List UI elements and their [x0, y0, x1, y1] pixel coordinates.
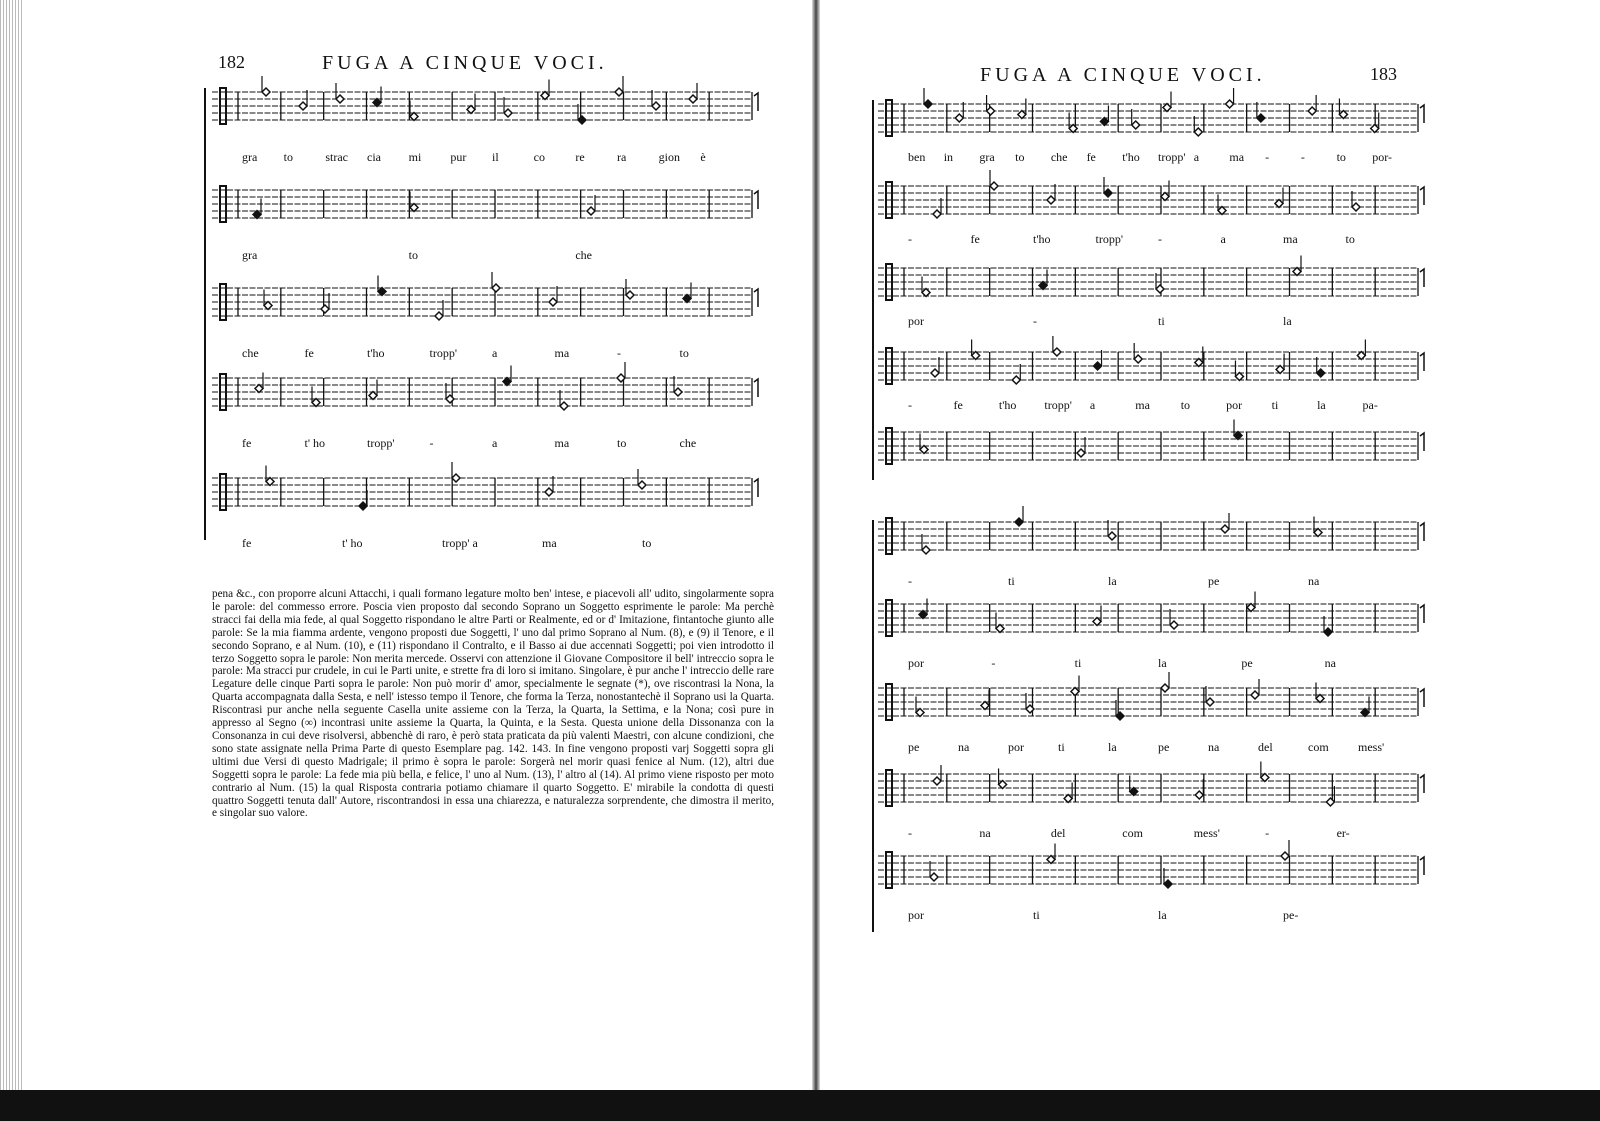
note-head [1116, 712, 1124, 720]
note-head [1156, 285, 1164, 293]
lyric-syllable: t' ho [304, 436, 325, 450]
note-head [1163, 104, 1171, 112]
lyric-syllable: - [991, 656, 996, 670]
note-head [683, 295, 691, 303]
lyric-syllable: fe [242, 436, 252, 450]
lyric-syllable: ti [1271, 398, 1279, 412]
right-page [820, 0, 1600, 1090]
note-head [930, 873, 938, 881]
note-head [1261, 774, 1269, 782]
book-binding-edge [0, 0, 22, 1090]
lyric-syllable: la [1158, 656, 1167, 670]
lyric-syllable: che [679, 436, 697, 450]
system-brace [872, 520, 874, 932]
lyric-syllable: fe [970, 232, 980, 246]
staff [212, 180, 762, 240]
note-head [578, 116, 586, 124]
note-head [492, 284, 500, 292]
note-head [924, 100, 932, 108]
lyric-syllable: pe [1158, 740, 1170, 754]
lyric-syllable: t'ho [367, 346, 385, 360]
note-head [467, 106, 475, 114]
note-head [972, 352, 980, 360]
note-head [1308, 107, 1316, 115]
lyric-syllable: to [1336, 150, 1346, 164]
note-head [652, 102, 660, 110]
staff [212, 468, 762, 528]
note-head [1221, 525, 1229, 533]
custos-icon [754, 93, 758, 111]
note-head [1170, 621, 1178, 629]
note-head [1324, 628, 1332, 636]
lyric-syllable: - [1265, 826, 1270, 840]
lyric-syllable: ti [1074, 656, 1082, 670]
lyric-syllable: ma [1229, 150, 1245, 164]
note-head [638, 481, 646, 489]
note-head [1361, 709, 1369, 717]
staff [878, 764, 1428, 824]
lyric-syllable: ma [554, 346, 570, 360]
page-number: 183 [1370, 64, 1397, 84]
note-head [1352, 203, 1360, 211]
note-head [1371, 125, 1379, 133]
lyric-syllable: fe [1086, 150, 1096, 164]
lyric-syllable: na [1308, 574, 1320, 588]
note-head [1047, 856, 1055, 864]
lyric-syllable: er- [1336, 826, 1350, 840]
lyric-syllable: cia [367, 150, 381, 164]
lyric-syllable: to [283, 150, 293, 164]
note-head [922, 289, 930, 297]
lyric-syllable: la [1108, 740, 1117, 754]
note-head [922, 546, 930, 554]
lyric-syllable: por [908, 656, 924, 670]
note-head [1195, 359, 1203, 367]
lyric-syllable: ben [908, 150, 926, 164]
lyric-syllable: tropp' [429, 346, 457, 360]
note-head [1104, 189, 1112, 197]
note-head [1039, 282, 1047, 290]
lyric-syllable: fe [242, 536, 252, 550]
note-head [1314, 529, 1322, 537]
note-head [1234, 432, 1242, 440]
lyric-syllable: to [1015, 150, 1025, 164]
lyric-syllable: gion [658, 150, 680, 164]
lyric-syllable: a [492, 436, 498, 450]
note-head [1276, 366, 1284, 374]
lyric-syllable: ma [554, 436, 570, 450]
note-head [987, 107, 995, 115]
lyric-syllable: tropp' a [442, 536, 478, 550]
note-head [931, 369, 939, 377]
lyric-syllable: la [1108, 574, 1117, 588]
custos-icon [1420, 857, 1424, 875]
lyric-syllable: - [908, 574, 912, 588]
page-number: 182 [218, 52, 245, 72]
note-head [541, 92, 549, 100]
staff [878, 512, 1428, 572]
lyric-syllable: por- [1372, 150, 1393, 164]
note-head [1161, 193, 1169, 201]
lyric-syllable: a [1089, 398, 1096, 412]
custos-icon [1420, 689, 1424, 707]
note-head [689, 95, 697, 103]
note-head [1194, 128, 1202, 136]
staff [212, 368, 762, 428]
note-head [369, 392, 377, 400]
note-head [955, 114, 963, 122]
note-head [410, 113, 418, 121]
lyric-syllable: por [1226, 398, 1243, 412]
note-head [1226, 100, 1234, 108]
scan-border [0, 1090, 1600, 1121]
note-head [1134, 355, 1142, 363]
lyric-syllable: a [1220, 232, 1226, 246]
note-head [1012, 376, 1020, 384]
note-head [1100, 118, 1108, 126]
note-head [373, 99, 381, 107]
note-head [1130, 788, 1138, 796]
note-head [549, 298, 557, 306]
lyric-syllable: por [908, 314, 924, 328]
lyric-syllable: in [943, 150, 954, 164]
note-head [999, 781, 1007, 789]
note-head [336, 95, 344, 103]
note-head [1293, 268, 1301, 276]
lyric-syllable: pur [450, 150, 467, 164]
lyric-syllable: la [1158, 908, 1167, 922]
lyric-syllable: fe [953, 398, 963, 412]
lyric-syllable: - [1158, 232, 1162, 246]
note-head [996, 625, 1004, 633]
lyric-syllable: la [1317, 398, 1326, 412]
note-head [1247, 604, 1255, 612]
system-brace [204, 88, 206, 540]
note-head [587, 207, 595, 215]
note-head [674, 388, 682, 396]
lyric-syllable: del [1258, 740, 1273, 754]
lyric-syllable: na [958, 740, 970, 754]
custos-icon [1420, 187, 1424, 205]
note-head [981, 702, 989, 710]
note-head [919, 611, 927, 619]
lyric-syllable: ra [617, 150, 627, 164]
lyric-syllable: - [429, 436, 434, 450]
lyric-syllable: gra [242, 248, 258, 262]
custos-icon [754, 479, 758, 497]
custos-icon [1420, 353, 1424, 371]
lyric-syllable: tropp' [1044, 398, 1072, 412]
lyric-syllable: tropp' [1095, 232, 1123, 246]
lyric-syllable: - [908, 398, 912, 412]
page-gutter [812, 0, 820, 1090]
lyric-syllable: è [700, 150, 706, 164]
lyric-syllable: t'ho [1122, 150, 1140, 164]
note-head [1161, 684, 1169, 692]
staff [878, 422, 1428, 482]
note-head [452, 474, 460, 482]
staff [878, 342, 1428, 402]
lyric-syllable: t' ho [342, 536, 363, 550]
lyric-syllable: del [1050, 826, 1066, 840]
note-head [615, 88, 623, 96]
note-head [255, 385, 263, 393]
note-head [990, 182, 998, 190]
lyric-syllable: por [908, 908, 924, 922]
staff [212, 278, 762, 338]
custos-icon [1420, 433, 1424, 451]
note-head [560, 402, 568, 410]
note-head [262, 88, 270, 96]
lyric-syllable: a [492, 346, 498, 360]
note-head [1317, 369, 1325, 377]
note-head [1235, 373, 1243, 381]
note-head [1015, 518, 1023, 526]
lyric-syllable: t'ho [1033, 232, 1051, 246]
lyric-syllable: com [1122, 826, 1143, 840]
lyric-syllable: strac [325, 150, 348, 164]
staff [878, 846, 1428, 906]
custos-icon [1420, 269, 1424, 287]
note-head [1326, 798, 1334, 806]
lyric-syllable: pe [908, 740, 920, 754]
lyric-syllable: la [1283, 314, 1292, 328]
lyric-syllable: pe [1208, 574, 1220, 588]
lyric-syllable: na [1208, 740, 1220, 754]
note-head [1071, 688, 1079, 696]
custos-icon [754, 191, 758, 209]
note-head [1206, 698, 1214, 706]
note-head [1257, 114, 1265, 122]
note-head [321, 305, 329, 313]
lyric-syllable: mess' [1358, 740, 1385, 754]
note-head [312, 399, 320, 407]
note-head [1251, 691, 1259, 699]
lyric-syllable: ma [542, 536, 557, 550]
lyric-syllable: ma [1135, 398, 1150, 412]
custos-icon [754, 379, 758, 397]
lyric-syllable: to [1345, 232, 1355, 246]
note-head [378, 288, 386, 296]
lyric-syllable: - [1033, 314, 1037, 328]
left-page [22, 0, 812, 1090]
lyric-syllable: to [679, 346, 689, 360]
note-head [1164, 880, 1172, 888]
staff [878, 94, 1428, 154]
note-head [1093, 618, 1101, 626]
note-head [1094, 362, 1102, 370]
note-head [1053, 348, 1061, 356]
note-head [1275, 200, 1283, 208]
running-head: FUGA A CINQUE VOCI. [980, 64, 1266, 86]
lyric-syllable: gra [979, 150, 995, 164]
note-head [545, 488, 553, 496]
note-head [1064, 795, 1072, 803]
note-head [264, 302, 272, 310]
custos-icon [1420, 775, 1424, 793]
lyric-syllable: na [1324, 656, 1336, 670]
lyric-syllable: com [1308, 740, 1329, 754]
lyric-syllable: to [408, 248, 418, 262]
lyric-syllable: ti [1008, 574, 1015, 588]
note-head [504, 109, 512, 117]
note-head [1132, 121, 1140, 129]
note-head [1281, 852, 1289, 860]
lyric-syllable: mess' [1193, 826, 1220, 840]
lyric-syllable: to [617, 436, 627, 450]
commentary-paragraph: pena &c., con proporre alcuni Attacchi, i quali formano legature molto ben' intese, e piacevoli all' udito, singolarmente sopra le parole: del commesso errore. Poscia vien proposto dal secondo Soprano un Soggetto esprimente le parole: Ma perchè stracci fai della mia fede, al qual Soggetto rispondano le altre Parti or Realmente, ed or d' Imitazione, fintantoche giunto alle parole: Se la mia fiamma ardente, vengono proposti due Soggetti, l' uno dal primo Soprano al Num. (8), e (9) il Tenore, e il secondo Soprano, e al Num. (10), e (11) rispondano il Contralto, e il Basso ai due accennati Soggetti; poi vien introdotto il terzo Soggetto sopra le parole: Non merita mercede. Osservi con attenzione il Giovane Compositore il bell' intreccio sopra le parole: Ma stracci pur crudele, in cui le Parti unite, e strette fra di loro si imitano. Singolare, è pur anche l' intreccio delle rare Legature delle cinque Parti sopra le parole: Non può morir d' amor, specialmente le segnate (*), ove riscontrasi la Nona, la Quarta accompagnata dalla Sesta, e nell' istesso tempo il Tenore, che forma la Terza, nonostantechè il Soprano usi la Quarta. Riscontrasi pur anche nella seguente Casella unite assieme con la Terza, la Quarta, la Settima, e la Nona; così pure in appresso al Segno (∞) incontrasi unite assieme la Quarta, la Quinta, e la Sesta. Questa unione della Dissonanza con la Consonanza in cui deve risolversi, abbenchè di raro, è però stata praticata da più valenti Maestri, con alcune condizioni, che sono state assignate nella Prima Parte di questo Esemplare pag. 142. 143. In fine vengono proposti varj Soggetti sopra gli ultimi due Versi di questo Madrigale; il primo è sopra le parole: Sorgerà nel morir quasi fenice al Num. (12), altri due Soggetti sopra le parole: La fede mia più bella, e felice, l' uno al Num. (13), l' altro al (14). Al primo viene risposto per moto contrario al Num. (15) la qual Risposta contraria potiamo chiamare il quarto Soggetto. E' mirabile la condotta di questi quattro Soggetti tenuta dall' Autore, riscontrandosi in essa una chiarezza, e naturalezza sorprendente, che dimostra il merito, e singolar suo valore. [212, 588, 774, 820]
lyric-syllable: - [617, 346, 621, 360]
lyric-syllable: ti [1058, 740, 1065, 754]
lyric-syllable: t'ho [998, 398, 1017, 412]
custos-icon [1420, 523, 1424, 541]
lyric-syllable: che [242, 346, 259, 360]
lyric-syllable: na [979, 826, 991, 840]
lyric-syllable: ti [1158, 314, 1165, 328]
lyric-syllable: ma [1283, 232, 1298, 246]
note-head [435, 312, 443, 320]
custos-icon [754, 289, 758, 307]
note-head [503, 378, 511, 386]
custos-icon [1420, 605, 1424, 623]
note-head [626, 291, 634, 299]
note-head [916, 709, 924, 717]
staff [878, 594, 1428, 654]
lyric-syllable: pe- [1283, 908, 1299, 922]
lyric-syllable: re [575, 150, 585, 164]
lyric-syllable: mi [408, 150, 422, 164]
lyric-syllable: - [908, 826, 912, 840]
staff [878, 176, 1428, 236]
lyric-syllable: che [575, 248, 592, 262]
running-head: FUGA A CINQUE VOCI. [322, 52, 608, 74]
note-head [1195, 791, 1203, 799]
lyric-syllable: tropp' [367, 436, 395, 450]
lyric-syllable: co [533, 150, 545, 164]
note-head [1077, 449, 1085, 457]
lyric-syllable: fe [304, 346, 314, 360]
staff [878, 258, 1428, 318]
note-head [920, 446, 928, 454]
note-head [266, 478, 274, 486]
lyric-syllable: ti [1033, 908, 1040, 922]
note-head [253, 211, 261, 219]
note-head [1339, 111, 1347, 119]
lyric-syllable: tropp' [1158, 150, 1186, 164]
note-head [410, 204, 418, 212]
lyric-syllable: a [1193, 150, 1200, 164]
note-head [359, 502, 367, 510]
note-head [1018, 111, 1026, 119]
lyric-syllable: to [642, 536, 652, 550]
lyric-syllable: gra [242, 150, 258, 164]
staff [212, 82, 762, 142]
note-head [933, 777, 941, 785]
lyric-syllable: - [1265, 150, 1270, 164]
custos-icon [1420, 105, 1424, 123]
lyric-syllable: por [1008, 740, 1024, 754]
commentary-text [212, 588, 774, 820]
lyric-syllable: pa- [1362, 398, 1378, 412]
note-head [1316, 695, 1324, 703]
lyric-syllable: to [1180, 398, 1191, 412]
note-head [1108, 532, 1116, 540]
lyric-syllable: il [492, 150, 499, 164]
lyric-syllable: - [908, 232, 912, 246]
note-head [1357, 352, 1365, 360]
lyric-syllable: pe [1241, 656, 1253, 670]
note-head [1047, 196, 1055, 204]
note-head [1218, 207, 1226, 215]
lyric-syllable: che [1050, 150, 1068, 164]
note-head [299, 102, 307, 110]
system-brace [872, 100, 874, 480]
staff [878, 678, 1428, 738]
note-head [933, 210, 941, 218]
lyric-syllable: - [1300, 150, 1305, 164]
